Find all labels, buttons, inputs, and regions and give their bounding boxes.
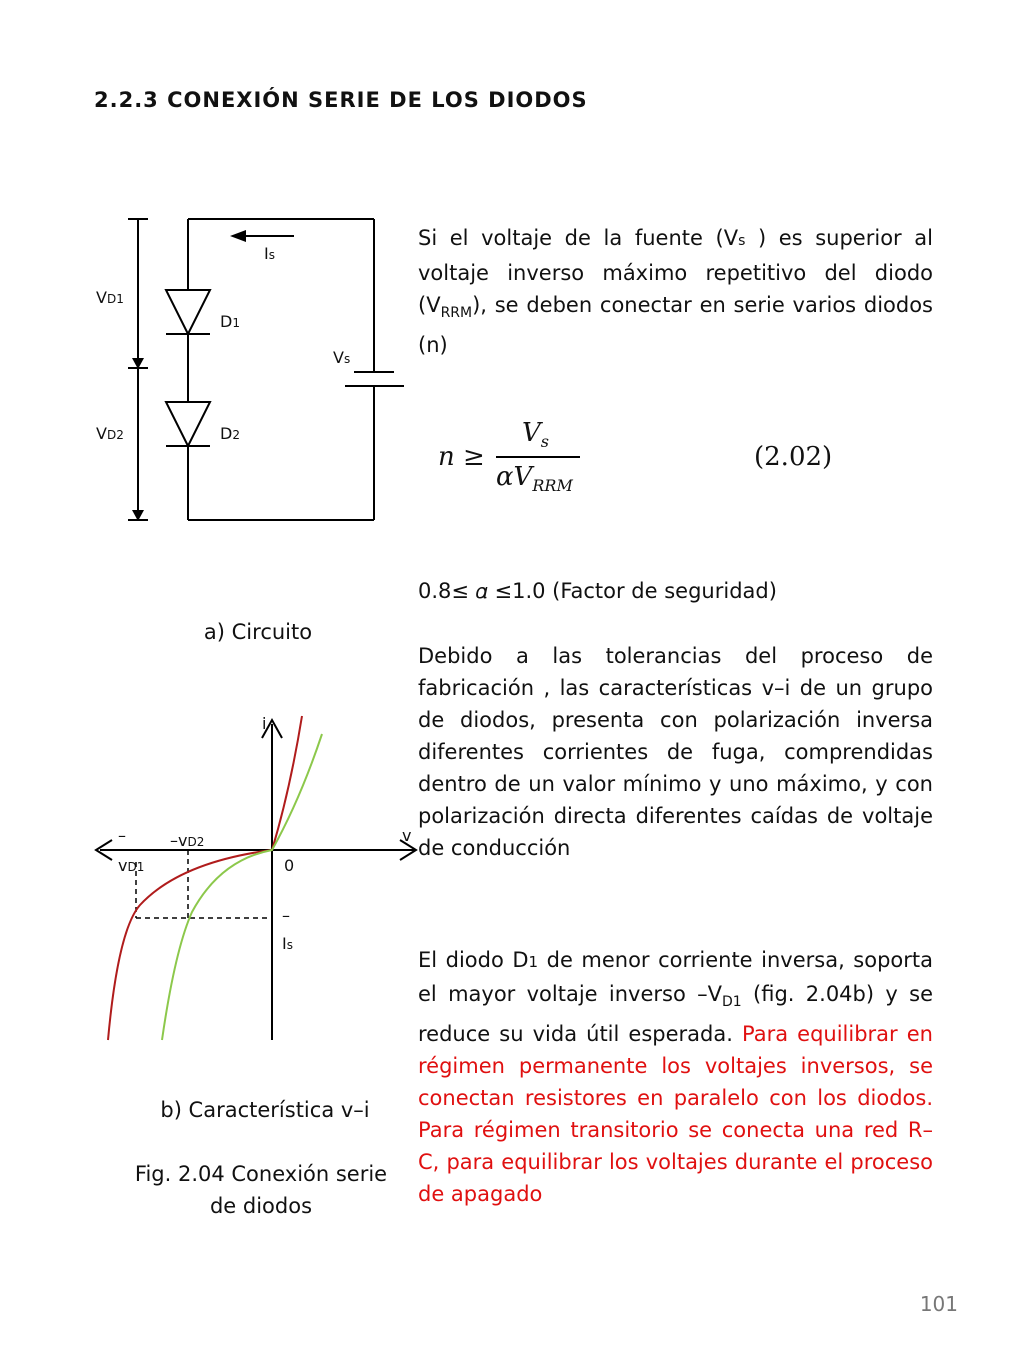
vi-characteristic-graph xyxy=(0,0,420,1060)
safety-factor: 0.8≤ 𝛼 ≤1.0 (Factor de seguridad) xyxy=(418,579,777,603)
vd1-label: VD1 xyxy=(96,288,124,307)
circuit-caption: a) Circuito xyxy=(203,620,313,644)
origin-label: 0 xyxy=(284,856,295,875)
formula-numerator: $V_s$ xyxy=(522,418,549,452)
paragraph-tolerances: Debido a las tolerancias del proceso de fabricación , las características v–i de un grupo de diodos, presenta con polarización inversa diferentes corrientes de fuga, comprendidas dentro de un valor mínimo y uno máximo, y con polarización directa diferentes caídas de voltaje de conducción xyxy=(418,644,933,860)
graph-caption: b) Característica v–i xyxy=(160,1098,370,1122)
minus-is-label: Is xyxy=(282,934,293,953)
equation-number: (2.02) xyxy=(754,442,833,472)
is-label: Is xyxy=(264,244,275,263)
vs-label: Vs xyxy=(333,348,351,367)
formula-denominator: $\alpha V_{RRM}$ xyxy=(496,462,573,496)
minus-is-sign: – xyxy=(282,906,290,925)
page-number: 101 xyxy=(919,1292,958,1316)
green-curve xyxy=(162,734,322,1040)
d1-label: D1 xyxy=(220,312,240,331)
axis-i-label: i xyxy=(262,714,267,733)
paragraph-balancing: El diodo D1 de menor corriente inversa, soporta el mayor voltaje inverso $-V_{D1}$ (fig. 2.04b) y se reduce su vida útil esperada. Para equilibrar en régimen permanente los voltajes inversos, se conectan resistores en paralelo con los diodos. Para régimen transitorio se conecta una red R–C, para equilibrar los voltajes durante el proceso de apagado xyxy=(418,948,933,1207)
d2-label: D2 xyxy=(220,424,240,443)
figure-caption: Fig. 2.04 Conexión serie de diodos xyxy=(134,1162,388,1218)
fraction-bar xyxy=(496,456,580,458)
section-title: 2.2.3 CONEXIÓN SERIE DE LOS DIODOS xyxy=(94,88,588,112)
minus-vd1-label: vD1 xyxy=(118,856,145,875)
formula: n ≥ $V_s$ $\alpha V_{RRM}$ (2.02) xyxy=(438,418,833,496)
minus-vd2-label: –vD2 xyxy=(170,831,205,850)
axis-v-label: v xyxy=(402,826,412,845)
vd2-label: VD2 xyxy=(96,424,124,443)
minus-vd1-sign: – xyxy=(118,826,126,845)
paragraph-intro: Si el voltaje de la fuente (Vs ) es superior al voltaje inverso máximo repetitivo del diodo $(V_{RRM})$, se deben conectar en serie varios diodos (n) xyxy=(418,226,933,358)
